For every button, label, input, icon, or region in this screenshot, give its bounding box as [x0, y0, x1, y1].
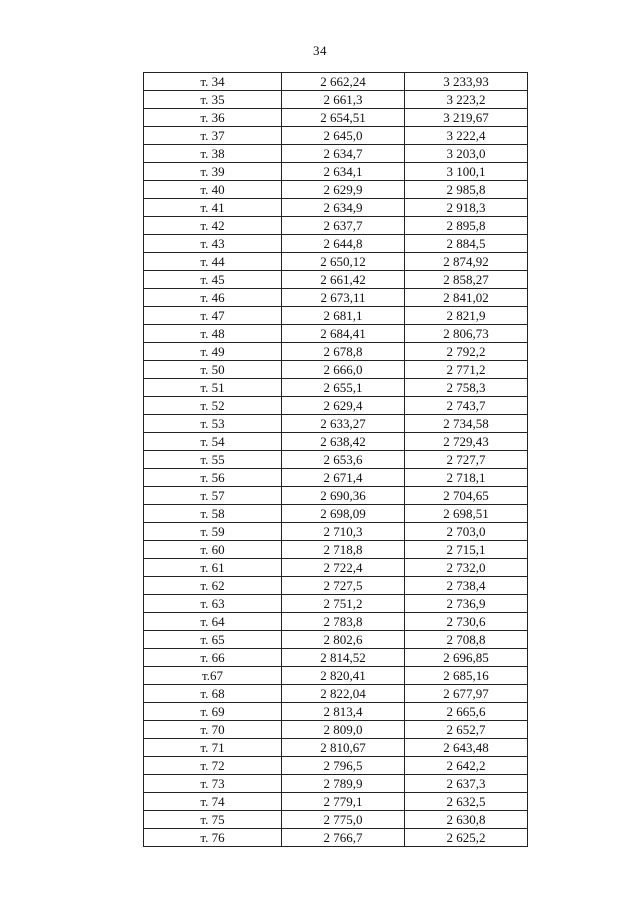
y-coordinate-cell: 2 643,48 [405, 739, 528, 757]
table-row [144, 775, 528, 793]
point-label-cell: т.67 [144, 667, 282, 685]
point-label-cell: т. 74 [144, 793, 282, 811]
table-row [144, 739, 528, 757]
y-coordinate-cell: 2 736,9 [405, 595, 528, 613]
coordinates-table [143, 72, 528, 847]
coordinates-table-body [144, 73, 528, 847]
point-label-cell: т. 69 [144, 703, 282, 721]
y-coordinate-cell: 2 738,4 [405, 577, 528, 595]
point-label-cell: т. 62 [144, 577, 282, 595]
table-row [144, 487, 528, 505]
point-label-cell: т. 53 [144, 415, 282, 433]
y-coordinate-cell: 2 743,7 [405, 397, 528, 415]
x-coordinate-cell: 2 661,3 [282, 91, 405, 109]
x-coordinate-cell: 2 654,51 [282, 109, 405, 127]
x-coordinate-cell: 2 722,4 [282, 559, 405, 577]
x-coordinate-cell: 2 775,0 [282, 811, 405, 829]
y-coordinate-cell: 2 632,5 [405, 793, 528, 811]
table-row [144, 685, 528, 703]
point-label-cell: т. 42 [144, 217, 282, 235]
x-coordinate-cell: 2 666,0 [282, 361, 405, 379]
point-label-cell: т. 65 [144, 631, 282, 649]
table-row [144, 253, 528, 271]
table-row [144, 289, 528, 307]
point-label-cell: т. 64 [144, 613, 282, 631]
y-coordinate-cell: 2 704,65 [405, 487, 528, 505]
table-row [144, 523, 528, 541]
table-row [144, 109, 528, 127]
x-coordinate-cell: 2 644,8 [282, 235, 405, 253]
x-coordinate-cell: 2 820,41 [282, 667, 405, 685]
table-row [144, 469, 528, 487]
table-row [144, 145, 528, 163]
x-coordinate-cell: 2 814,52 [282, 649, 405, 667]
y-coordinate-cell: 3 233,93 [405, 73, 528, 91]
x-coordinate-cell: 2 698,09 [282, 505, 405, 523]
x-coordinate-cell: 2 637,7 [282, 217, 405, 235]
table-row [144, 649, 528, 667]
point-label-cell: т. 56 [144, 469, 282, 487]
table-row [144, 361, 528, 379]
x-coordinate-cell: 2 796,5 [282, 757, 405, 775]
table-row [144, 577, 528, 595]
point-label-cell: т. 46 [144, 289, 282, 307]
x-coordinate-cell: 2 629,4 [282, 397, 405, 415]
y-coordinate-cell: 2 792,2 [405, 343, 528, 361]
point-label-cell: т. 73 [144, 775, 282, 793]
point-label-cell: т. 70 [144, 721, 282, 739]
point-label-cell: т. 40 [144, 181, 282, 199]
table-row [144, 505, 528, 523]
point-label-cell: т. 59 [144, 523, 282, 541]
table-row [144, 73, 528, 91]
table-row [144, 793, 528, 811]
x-coordinate-cell: 2 710,3 [282, 523, 405, 541]
table-row [144, 415, 528, 433]
table-row [144, 235, 528, 253]
point-label-cell: т. 63 [144, 595, 282, 613]
table-row [144, 451, 528, 469]
table-row [144, 829, 528, 847]
point-label-cell: т. 41 [144, 199, 282, 217]
point-label-cell: т. 44 [144, 253, 282, 271]
table-row [144, 325, 528, 343]
table-row [144, 595, 528, 613]
y-coordinate-cell: 2 696,85 [405, 649, 528, 667]
point-label-cell: т. 66 [144, 649, 282, 667]
table-row [144, 613, 528, 631]
x-coordinate-cell: 2 813,4 [282, 703, 405, 721]
x-coordinate-cell: 2 645,0 [282, 127, 405, 145]
y-coordinate-cell: 2 677,97 [405, 685, 528, 703]
point-label-cell: т. 36 [144, 109, 282, 127]
table-row [144, 271, 528, 289]
point-label-cell: т. 48 [144, 325, 282, 343]
x-coordinate-cell: 2 783,8 [282, 613, 405, 631]
point-label-cell: т. 57 [144, 487, 282, 505]
y-coordinate-cell: 3 223,2 [405, 91, 528, 109]
point-label-cell: т. 58 [144, 505, 282, 523]
x-coordinate-cell: 2 681,1 [282, 307, 405, 325]
x-coordinate-cell: 2 661,42 [282, 271, 405, 289]
x-coordinate-cell: 2 634,9 [282, 199, 405, 217]
y-coordinate-cell: 2 703,0 [405, 523, 528, 541]
y-coordinate-cell: 2 730,6 [405, 613, 528, 631]
x-coordinate-cell: 2 718,8 [282, 541, 405, 559]
y-coordinate-cell: 2 734,58 [405, 415, 528, 433]
table-row [144, 811, 528, 829]
y-coordinate-cell: 2 918,3 [405, 199, 528, 217]
table-row [144, 703, 528, 721]
table-row [144, 721, 528, 739]
y-coordinate-cell: 2 698,51 [405, 505, 528, 523]
x-coordinate-cell: 2 653,6 [282, 451, 405, 469]
y-coordinate-cell: 2 637,3 [405, 775, 528, 793]
y-coordinate-cell: 2 895,8 [405, 217, 528, 235]
point-label-cell: т. 60 [144, 541, 282, 559]
y-coordinate-cell: 2 821,9 [405, 307, 528, 325]
y-coordinate-cell: 2 685,16 [405, 667, 528, 685]
y-coordinate-cell: 2 758,3 [405, 379, 528, 397]
y-coordinate-cell: 2 732,0 [405, 559, 528, 577]
point-label-cell: т. 54 [144, 433, 282, 451]
x-coordinate-cell: 2 751,2 [282, 595, 405, 613]
y-coordinate-cell: 2 729,43 [405, 433, 528, 451]
x-coordinate-cell: 2 822,04 [282, 685, 405, 703]
y-coordinate-cell: 2 715,1 [405, 541, 528, 559]
x-coordinate-cell: 2 684,41 [282, 325, 405, 343]
y-coordinate-cell: 3 100,1 [405, 163, 528, 181]
point-label-cell: т. 49 [144, 343, 282, 361]
y-coordinate-cell: 3 203,0 [405, 145, 528, 163]
table-row [144, 667, 528, 685]
point-label-cell: т. 55 [144, 451, 282, 469]
point-label-cell: т. 45 [144, 271, 282, 289]
x-coordinate-cell: 2 634,1 [282, 163, 405, 181]
y-coordinate-cell: 3 222,4 [405, 127, 528, 145]
point-label-cell: т. 38 [144, 145, 282, 163]
x-coordinate-cell: 2 727,5 [282, 577, 405, 595]
x-coordinate-cell: 2 671,4 [282, 469, 405, 487]
x-coordinate-cell: 2 690,36 [282, 487, 405, 505]
point-label-cell: т. 76 [144, 829, 282, 847]
x-coordinate-cell: 2 629,9 [282, 181, 405, 199]
x-coordinate-cell: 2 766,7 [282, 829, 405, 847]
y-coordinate-cell: 3 219,67 [405, 109, 528, 127]
x-coordinate-cell: 2 633,27 [282, 415, 405, 433]
table-row [144, 433, 528, 451]
y-coordinate-cell: 2 858,27 [405, 271, 528, 289]
x-coordinate-cell: 2 634,7 [282, 145, 405, 163]
y-coordinate-cell: 2 985,8 [405, 181, 528, 199]
y-coordinate-cell: 2 771,2 [405, 361, 528, 379]
x-coordinate-cell: 2 802,6 [282, 631, 405, 649]
point-label-cell: т. 34 [144, 73, 282, 91]
point-label-cell: т. 43 [144, 235, 282, 253]
table-row [144, 199, 528, 217]
y-coordinate-cell: 2 642,2 [405, 757, 528, 775]
table-row [144, 541, 528, 559]
point-label-cell: т. 68 [144, 685, 282, 703]
point-label-cell: т. 51 [144, 379, 282, 397]
x-coordinate-cell: 2 650,12 [282, 253, 405, 271]
x-coordinate-cell: 2 789,9 [282, 775, 405, 793]
table-row [144, 757, 528, 775]
page-number: 34 [313, 43, 327, 58]
y-coordinate-cell: 2 727,7 [405, 451, 528, 469]
table-row [144, 181, 528, 199]
point-label-cell: т. 71 [144, 739, 282, 757]
x-coordinate-cell: 2 638,42 [282, 433, 405, 451]
y-coordinate-cell: 2 625,2 [405, 829, 528, 847]
table-row [144, 631, 528, 649]
table-row [144, 91, 528, 109]
x-coordinate-cell: 2 662,24 [282, 73, 405, 91]
point-label-cell: т. 52 [144, 397, 282, 415]
x-coordinate-cell: 2 678,8 [282, 343, 405, 361]
table-row [144, 127, 528, 145]
y-coordinate-cell: 2 806,73 [405, 325, 528, 343]
y-coordinate-cell: 2 841,02 [405, 289, 528, 307]
table-row [144, 379, 528, 397]
point-label-cell: т. 72 [144, 757, 282, 775]
table-row [144, 559, 528, 577]
y-coordinate-cell: 2 630,8 [405, 811, 528, 829]
y-coordinate-cell: 2 665,6 [405, 703, 528, 721]
point-label-cell: т. 50 [144, 361, 282, 379]
y-coordinate-cell: 2 652,7 [405, 721, 528, 739]
table-row [144, 217, 528, 235]
point-label-cell: т. 75 [144, 811, 282, 829]
table-row [144, 397, 528, 415]
point-label-cell: т. 37 [144, 127, 282, 145]
x-coordinate-cell: 2 809,0 [282, 721, 405, 739]
x-coordinate-cell: 2 779,1 [282, 793, 405, 811]
y-coordinate-cell: 2 718,1 [405, 469, 528, 487]
x-coordinate-cell: 2 673,11 [282, 289, 405, 307]
y-coordinate-cell: 2 708,8 [405, 631, 528, 649]
point-label-cell: т. 47 [144, 307, 282, 325]
table-row [144, 343, 528, 361]
y-coordinate-cell: 2 874,92 [405, 253, 528, 271]
point-label-cell: т. 35 [144, 91, 282, 109]
table-row [144, 307, 528, 325]
x-coordinate-cell: 2 655,1 [282, 379, 405, 397]
point-label-cell: т. 39 [144, 163, 282, 181]
x-coordinate-cell: 2 810,67 [282, 739, 405, 757]
table-row [144, 163, 528, 181]
point-label-cell: т. 61 [144, 559, 282, 577]
y-coordinate-cell: 2 884,5 [405, 235, 528, 253]
